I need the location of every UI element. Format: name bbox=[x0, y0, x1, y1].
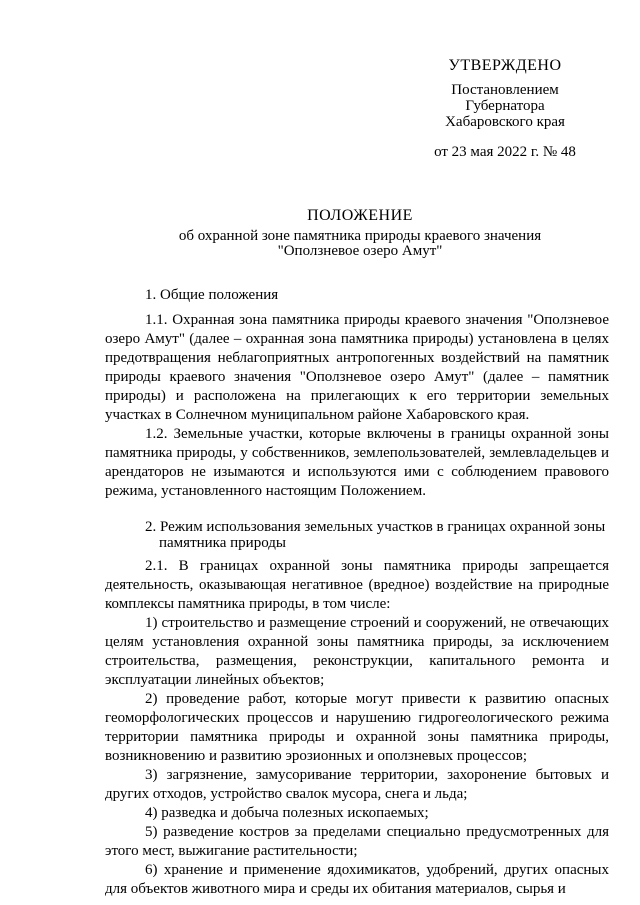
document-body bbox=[105, 286, 609, 899]
paragraph-1-1: 1.1. Охранная зона памятника природы краевого значения "Оползневое озеро Амут" (далее – охранная зона памятника природы) установлена в целях предотвращения неблагоприятных антропогенных воздействий на памятник природы краевого значения "Оползневое озеро Амут" (далее – памятник природы) и расположена на прилегающих к его территории земельных участках в Солнечном муниципальном районе Хабаровского края. bbox=[105, 312, 609, 423]
section-2-heading-line-2: памятника природы bbox=[159, 535, 286, 551]
list-item-4: 4) разведка и добыча полезных ископаемых; bbox=[145, 805, 429, 821]
section-2-heading-line-1: 2. Режим использования земельных участков в границах охранной зоны bbox=[145, 519, 606, 535]
list-item-3: 3) загрязнение, замусоривание территории, захоронение бытовых и других отходов, устройство свалок мусора, снега и льда; bbox=[105, 767, 609, 802]
approval-line-3: Хабаровского края bbox=[445, 114, 565, 130]
list-item-5: 5) разведение костров за пределами специально предусмотренных для этого мест, выжигание растительности; bbox=[105, 824, 609, 859]
approval-date: от 23 мая 2022 г. № 48 bbox=[434, 144, 576, 160]
document-title-main: ПОЛОЖЕНИЕ bbox=[307, 207, 413, 224]
list-item-2: 2) проведение работ, которые могут привести к развитию опасных геоморфологических процессов и нарушению гидрогеологического режима территории памятника природы и охранной зоны памятника природы, возникновению и развитию эрозионных и оползневых процессов; bbox=[105, 691, 609, 764]
paragraph-2-1: 2.1. В границах охранной зоны памятника природы запрещается деятельность, оказывающая негативное (вредное) воздействие на природные комплексы памятника природы, в том числе: bbox=[105, 558, 609, 612]
document-title-name: "Оползневое озеро Амут" bbox=[277, 243, 443, 259]
list-item-1: 1) строительство и размещение строений и сооружений, не отвечающих целям установления охранной зоны памятника природы, за исключением строительства, размещения, реконструкции, капитального ремонта и эксплуатации линейных объектов; bbox=[105, 615, 609, 688]
approval-line-2: Губернатора bbox=[465, 98, 545, 114]
approval-line-1: Постановлением bbox=[451, 82, 559, 98]
section-2-heading bbox=[105, 519, 609, 551]
section-1-heading: 1. Общие положения bbox=[145, 287, 279, 303]
paragraph-1-2: 1.2. Земельные участки, которые включены в границы охранной зоны памятника природы, у собственников, землепользователей, землевладельцев и арендаторов не изымаются и используются ими с соблюдением правового режима, установленного настоящим Положением. bbox=[105, 426, 609, 499]
approval-title: УТВЕРЖДЕНО bbox=[448, 57, 562, 74]
document-title-subtitle: об охранной зоне памятника природы краевого значения bbox=[178, 228, 542, 244]
list-item-6: 6) хранение и применение ядохимикатов, удобрений, других опасных для объектов животного мира и среды их обитания материалов, сырья и bbox=[105, 862, 609, 897]
approval-stamp bbox=[420, 58, 590, 160]
document-title bbox=[160, 208, 560, 259]
